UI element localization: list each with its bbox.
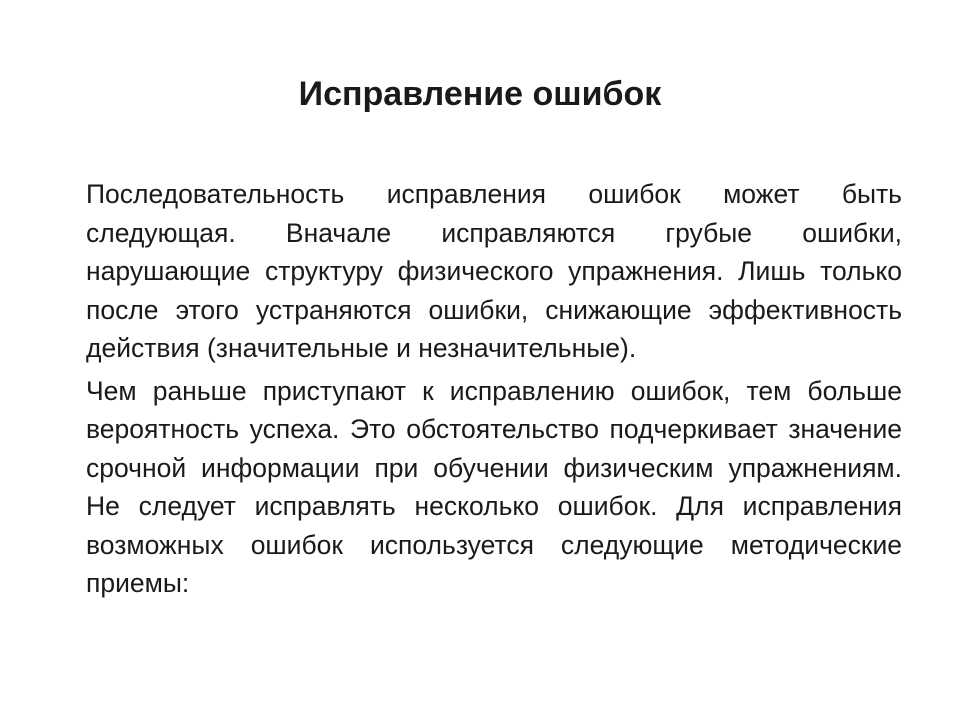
slide-title: Исправление ошибок — [298, 75, 662, 113]
paragraph-error-correction-sequence: Последовательность исправления ошибок может быть следующая. Вначале исправляются грубые ошибки, нарушающие структуру физического упражнения. Лишь только после этого устраняются ошибки, снижающие эффективность действия (значительные и незначительные). — [86, 179, 902, 363]
paragraph-early-correction: Чем раньше приступают к исправлению ошибок, тем больше вероятность успеха. Это обстоятельство подчеркивает значение срочной информации при обучении физическим упражнениям. Не следует исправлять несколько ошибок. Для исправления возможных ошибок используется следующие методические приемы: — [86, 375, 902, 598]
slide-body — [86, 175, 902, 607]
